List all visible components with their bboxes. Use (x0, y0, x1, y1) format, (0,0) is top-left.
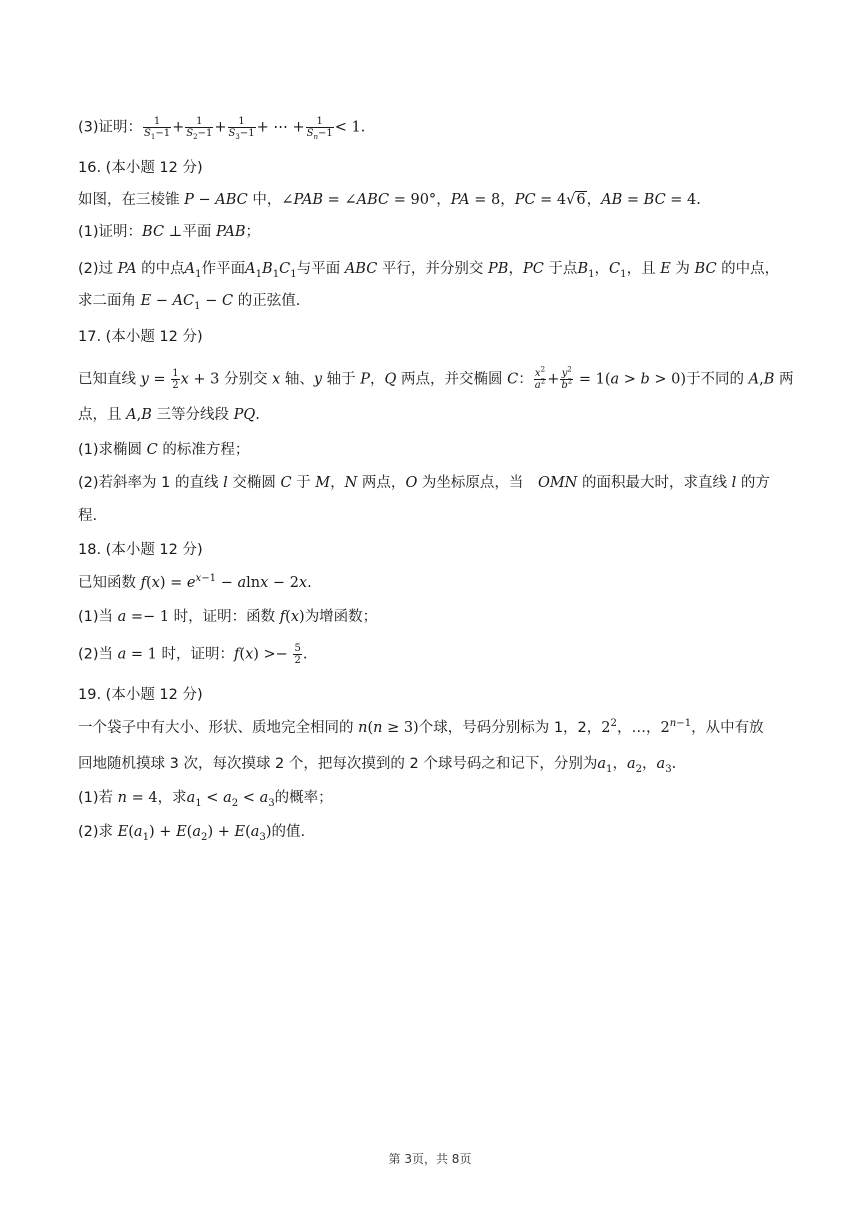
fraction: $\frac{y^2}{b^2}$ (561, 365, 573, 391)
q18-part2: (2)当 a = 1 时，证明：f(x) >− $\frac{5}{2}$ . (78, 643, 308, 666)
q19-statement: 一个袋子中有大小、形状、质地完全相同的 n(n ≥ 3)个球，号码分别标为 1，2，$2^2$，…，$2^{n-1}$，从中有放 (78, 718, 764, 736)
q17-statement-cont: 点，且 A,B 三等分线段 PQ. (78, 407, 260, 423)
q16-heading: 16. (本小题 12 分) (78, 160, 203, 176)
fraction: $\frac{1}{2}$ (172, 368, 179, 391)
q19-statement-cont: 回地随机摸球 3 次，每次摸球 2 个，把每次摸到的 2 个球号码之和记下，分别为$a_1$，$a_2$，$a_3$. (78, 756, 677, 775)
q17-statement: 已知直线 y = $\frac{1}{2}$ x + 3 分别交 x 轴、y 轴于 P，Q 两点，并交椭圆 C： $\frac{x^2}{a^2}$ + $\frac{y^2}{b^2}$ = 1(a > b > 0)于不同的 A,B 两 (78, 365, 794, 391)
fraction: $\frac{1}{S_n-1}$ (306, 116, 333, 141)
q16-part1: (1)证明：BC ⊥平面 PAB； (78, 224, 260, 240)
fraction: $\frac{1}{S_2-1}$ (186, 116, 213, 141)
q17-part2: (2)若斜率为 1 的直线 l 交椭圆 C 于 M，N 两点，O 为坐标原点，当 OMN 的面积最大时，求直线 l 的方 (78, 475, 770, 491)
q18-part1: (1)当 a =− 1 时，证明：函数 f(x)为增函数； (78, 609, 378, 625)
q16-statement: 如图，在三棱锥 P − ABC 中，∠PAB = ∠ABC = 90°，PA = 8，PC = 4√6，AB = BC = 4. (78, 192, 701, 208)
q16-part2-cont: 求二面角 $E - AC_1 - C$ 的正弦值. (78, 293, 301, 312)
fraction: $\frac{1}{S_1-1}$ (144, 116, 171, 141)
q18-statement: 已知函数 $f(x) = e^{x-1} - alnx - 2x$. (78, 573, 312, 591)
q19-part2: (2)求 $E(a_1) + E(a_2) + E(a_3)$的值. (78, 824, 306, 843)
q17-part2-cont: 程. (78, 508, 98, 524)
q19-part1: (1)若 n = 4，求$a_1 < a_2 < a_3$的概率； (78, 790, 333, 809)
q17-part1: (1)求椭圆 C 的标准方程； (78, 442, 250, 458)
q18-heading: 18. (本小题 12 分) (78, 542, 203, 558)
fraction: $\frac{1}{S_3-1}$ (228, 116, 255, 141)
q16-part2: (2)过 PA 的中点$A_1$作平面$A_1B_1C_1$与平面 ABC 平行，并分别交 PB，PC 于点$B_1$，$C_1$，且 E 为 BC 的中点， (78, 261, 780, 280)
q17-heading: 17. (本小题 12 分) (78, 329, 203, 345)
fraction: $\frac{5}{2}$ (294, 643, 301, 666)
q15-part3: (3)证明： $\frac{1}{S_1-1}$ + $\frac{1}{S_2-1}$ + $\frac{1}{S_3-1}$ + ⋯ + $\frac{1}{S_n-1}$ < 1. (78, 116, 366, 141)
page-footer: 第 3页，共 8页 (388, 1152, 472, 1166)
fraction: $\frac{x^2}{a^2}$ (534, 365, 546, 391)
q19-heading: 19. (本小题 12 分) (78, 687, 203, 703)
